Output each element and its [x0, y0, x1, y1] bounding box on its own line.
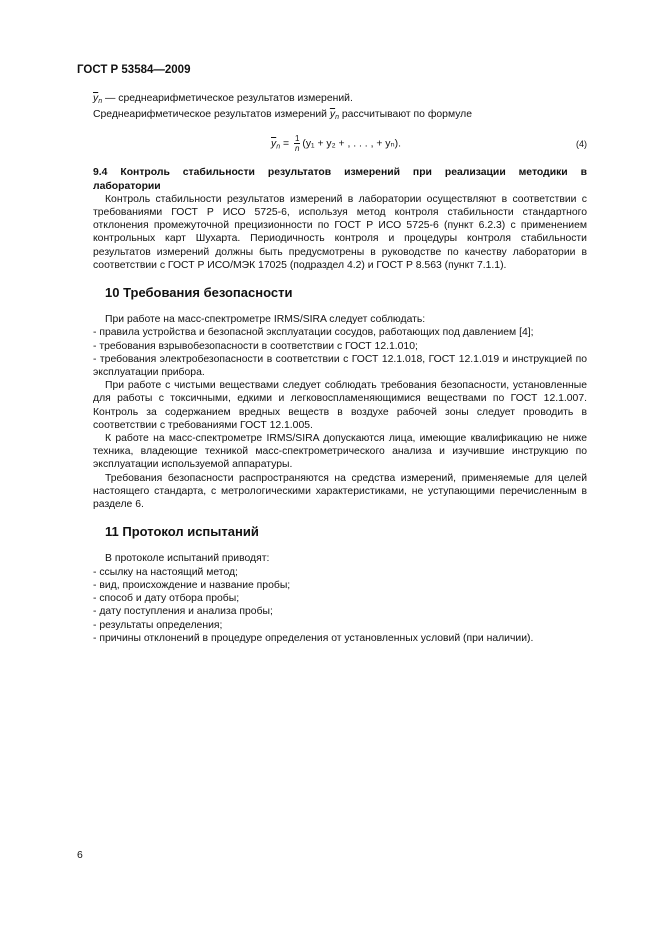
- formula-number: (4): [576, 139, 587, 150]
- formula-lhs: $\overline{y}$: [271, 138, 277, 150]
- mean-symbol: $\overline{y}$: [93, 93, 99, 104]
- section-11-title: 11 Протокол испытаний: [105, 524, 259, 540]
- mean-definition: [93, 92, 587, 108]
- formula-4: [93, 126, 587, 160]
- list-item: - причины отклонений в процедуре определения от установленных условий (при наличии).: [93, 632, 534, 644]
- section-10-title: 10 Требования безопасности: [105, 285, 293, 301]
- section-9-4-text: Контроль стабильности результатов измерений в лаборатории осуществляют в соответствии с требованиями ГОСТ Р ИСО 5725-6, используя метод контроля стабильности стандартного отклонения промежуточной прецизионности по ГОСТ Р ИСО 5725-6 (пункт 6.2.3) с применением контрольных карт Шухарта. Периодичность контроля и процедуры контроля стабильности результатов измерений должны быть предусмотрены в руководстве по качеству лаборатории в соответствии с ГОСТ Р ИСО/МЭК 17025 (подраздел 4.2) и ГОСТ Р 8.563 (пункт 7.1.1).: [93, 193, 587, 271]
- section-10-para-2: При работе с чистыми веществами следует соблюдать требования безопасности, установленные для работы с токсичными, едкими и легковоспламеняющимися веществами по ГОСТ 12.1.007. Контроль за содержанием вредных веществ в воздухе рабочей зоны следует проводить в соответствии с требованиями ГОСТ 12.1.005.: [93, 380, 587, 431]
- formula-expression: [271, 134, 401, 153]
- mean-symbol-inline-sub: n: [335, 114, 339, 122]
- formula-lhs-sub: n: [276, 143, 281, 151]
- mean-calc-text-after: рассчитывают по формуле: [338, 109, 473, 121]
- mean-calc-text-before: Среднеарифметическое результатов измерений: [93, 109, 330, 121]
- section-10-intro: При работе на масс-спектрометре IRMS/SIRA следует соблюдать:: [105, 314, 426, 326]
- list-item: - способ и дату отбора пробы;: [93, 593, 240, 605]
- page-content: [93, 92, 587, 645]
- page-number: 6: [77, 850, 83, 861]
- formula-rhs: (y₁ + y₂ + , . . . , + yₙ).: [302, 138, 401, 150]
- list-item: - требования взрывобезопасности в соответствии с ГОСТ 12.1.010;: [93, 340, 418, 352]
- fraction-denominator: n: [294, 144, 300, 154]
- section-10-para-4: Требования безопасности распространяются на средства измерений, применяемые для целей настоящего стандарта, с метрологическими характеристиками, не уступающими перечисленным в разделе 6.: [93, 472, 587, 511]
- list-item: - вид, происхождение и название пробы;: [93, 579, 291, 591]
- formula-equals: =: [280, 138, 292, 150]
- mean-symbol-sub: n: [98, 98, 103, 105]
- section-11-intro: В протоколе испытаний приводят:: [105, 553, 270, 565]
- list-item: - ссылку на настоящий метод;: [93, 566, 238, 578]
- mean-definition-text: — среднеарифметическое результатов измерений.: [102, 93, 353, 104]
- list-item: - требования электробезопасности в соответствии с ГОСТ 12.1.018, ГОСТ 12.1.019 и инструкцией по эксплуатации прибора.: [93, 353, 587, 379]
- formula-fraction: [294, 134, 300, 153]
- section-9-4-heading: [93, 166, 587, 192]
- list-item: - результаты определения;: [93, 619, 223, 631]
- list-item: - правила устройства и безопасной эксплуатации сосудов, работающих под давлением [4];: [93, 327, 534, 339]
- section-10-para-3: К работе на масс-спектрометре IRMS/SIRA допускаются лица, имеющие квалификацию не ниже техника, владеющие техникой масс-спектрометрического анализа и изучившие инструкцию по эксплуатации используемой аппаратуры.: [93, 433, 587, 471]
- mean-calc-line: [93, 108, 587, 124]
- list-item: - дату поступления и анализа пробы;: [93, 606, 273, 618]
- mean-symbol-inline: $\overline{y}$: [329, 109, 336, 121]
- document-header: ГОСТ Р 53584—2009: [77, 64, 191, 76]
- section-9-4-heading-text: 9.4 Контроль стабильности результатов измерений при реализации методики в лаборатории: [93, 167, 587, 192]
- fraction-numerator: 1: [294, 134, 300, 144]
